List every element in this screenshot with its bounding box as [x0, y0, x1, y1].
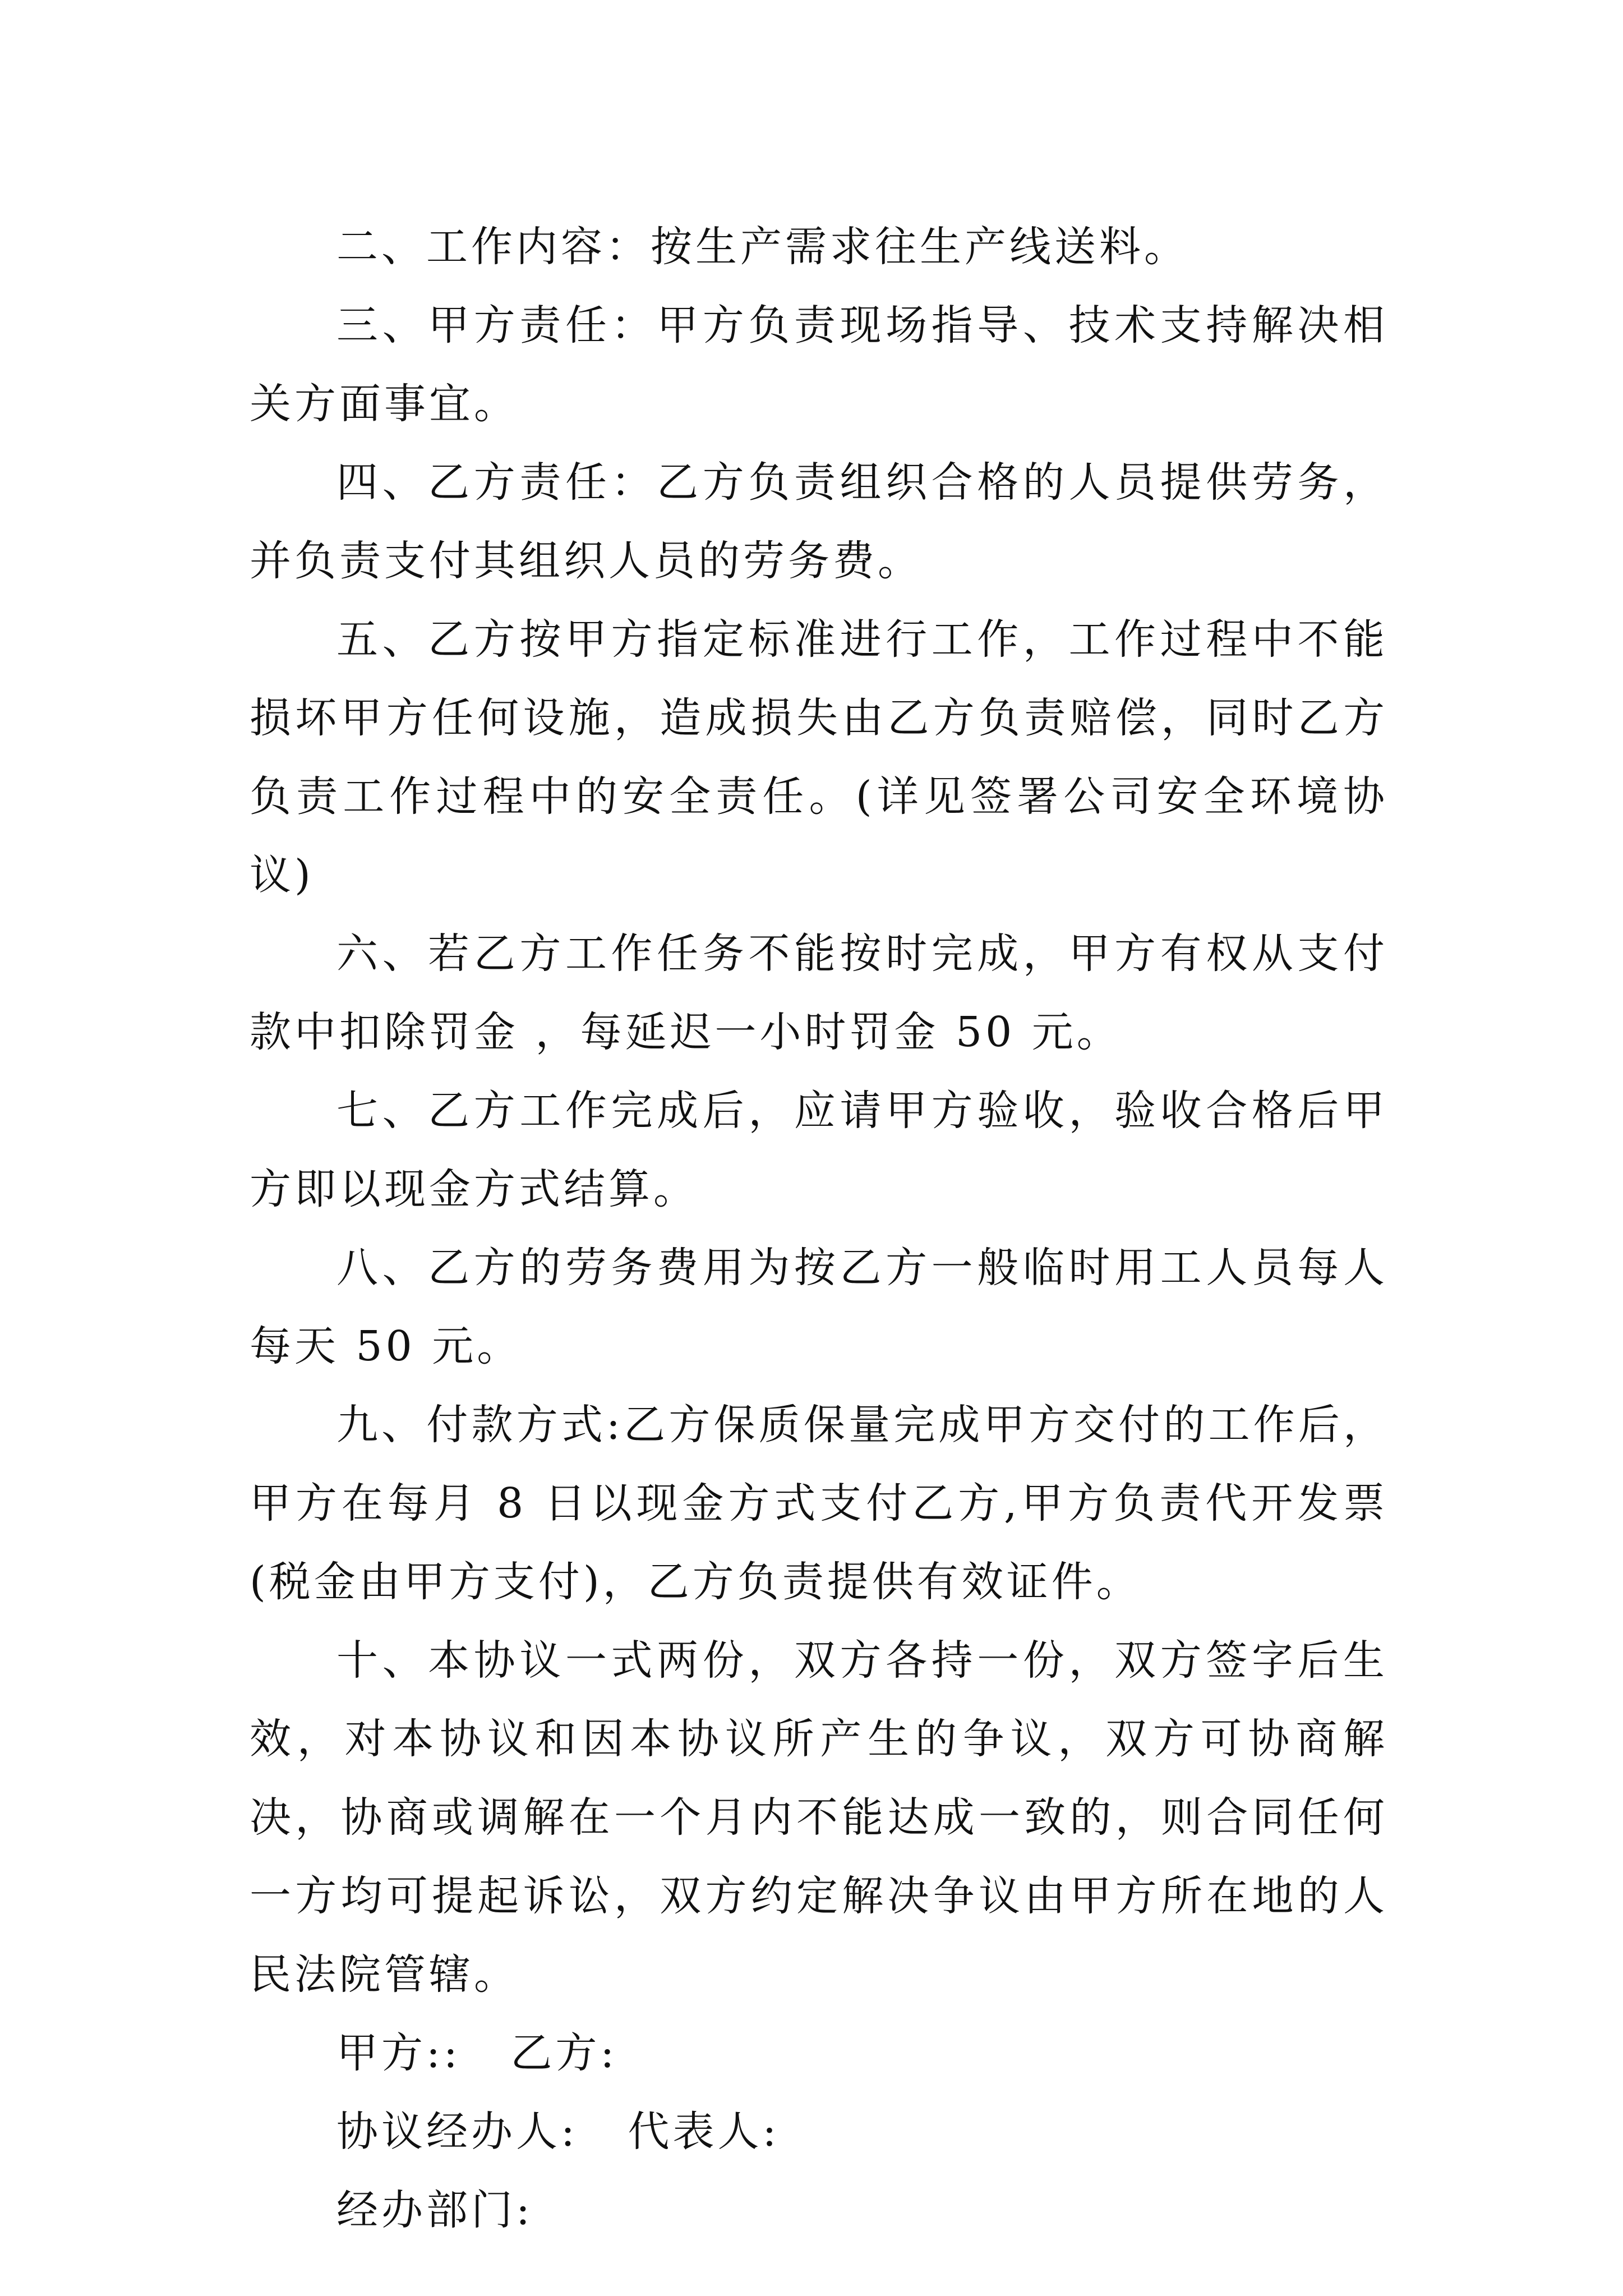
clause-9-payment-method: 九、付款方式:乙方保质保量完成甲方交付的工作后，甲方在每月 8 日以现金方式支付乙方,甲方负责代开发票(税金由甲方支付)，乙方负责提供有效证件。 [250, 1401, 1388, 1606]
clause-10-effect-and-disputes: 十、本协议一式两份，双方各持一份，双方签字后生效，对本协议和因本协议所产生的争议，双方可协商解决，协商或调解在一个月内不能达成一致的，则合同任何一方均可提起诉讼，双方约定解决争议由甲方所在地的人民法院管辖。 [250, 1636, 1388, 1999]
signature-parties-line: 甲方:: 乙方: [336, 2029, 618, 2077]
clause-5-work-standards: 五、乙方按甲方指定标准进行工作，工作过程中不能损坏甲方任何设施，造成损失由乙方负责赔偿，同时乙方负责工作过程中的安全责任。(详见签署公司安全环境协议) [250, 615, 1388, 899]
signature-handler-line: 协议经办人: 代表人: [336, 2108, 780, 2156]
clause-8-service-fee: 八、乙方的劳务费用为按乙方一般临时用工人员每人每天 50 元。 [250, 1244, 1388, 1370]
clause-7-acceptance: 七、乙方工作完成后，应请甲方验收，验收合格后甲方即以现金方式结算。 [250, 1087, 1388, 1213]
clause-2-work-content: 二、工作内容：按生产需求往生产线送料。 [336, 223, 1189, 271]
signature-department-line: 经办部门: [336, 2186, 533, 2234]
document-body [250, 208, 1388, 2249]
clause-3-party-a-responsibility: 三、甲方责任：甲方负责现场指导、技术支持解决相关方面事宜。 [250, 301, 1388, 428]
clause-6-penalty: 六、若乙方工作任务不能按时完成，甲方有权从支付款中扣除罚金 ，每延迟一小时罚金 50 元。 [250, 930, 1388, 1056]
clause-4-party-b-responsibility: 四、乙方责任：乙方负责组织合格的人员提供劳务，并负责支付其组织人员的劳务费。 [250, 458, 1388, 585]
